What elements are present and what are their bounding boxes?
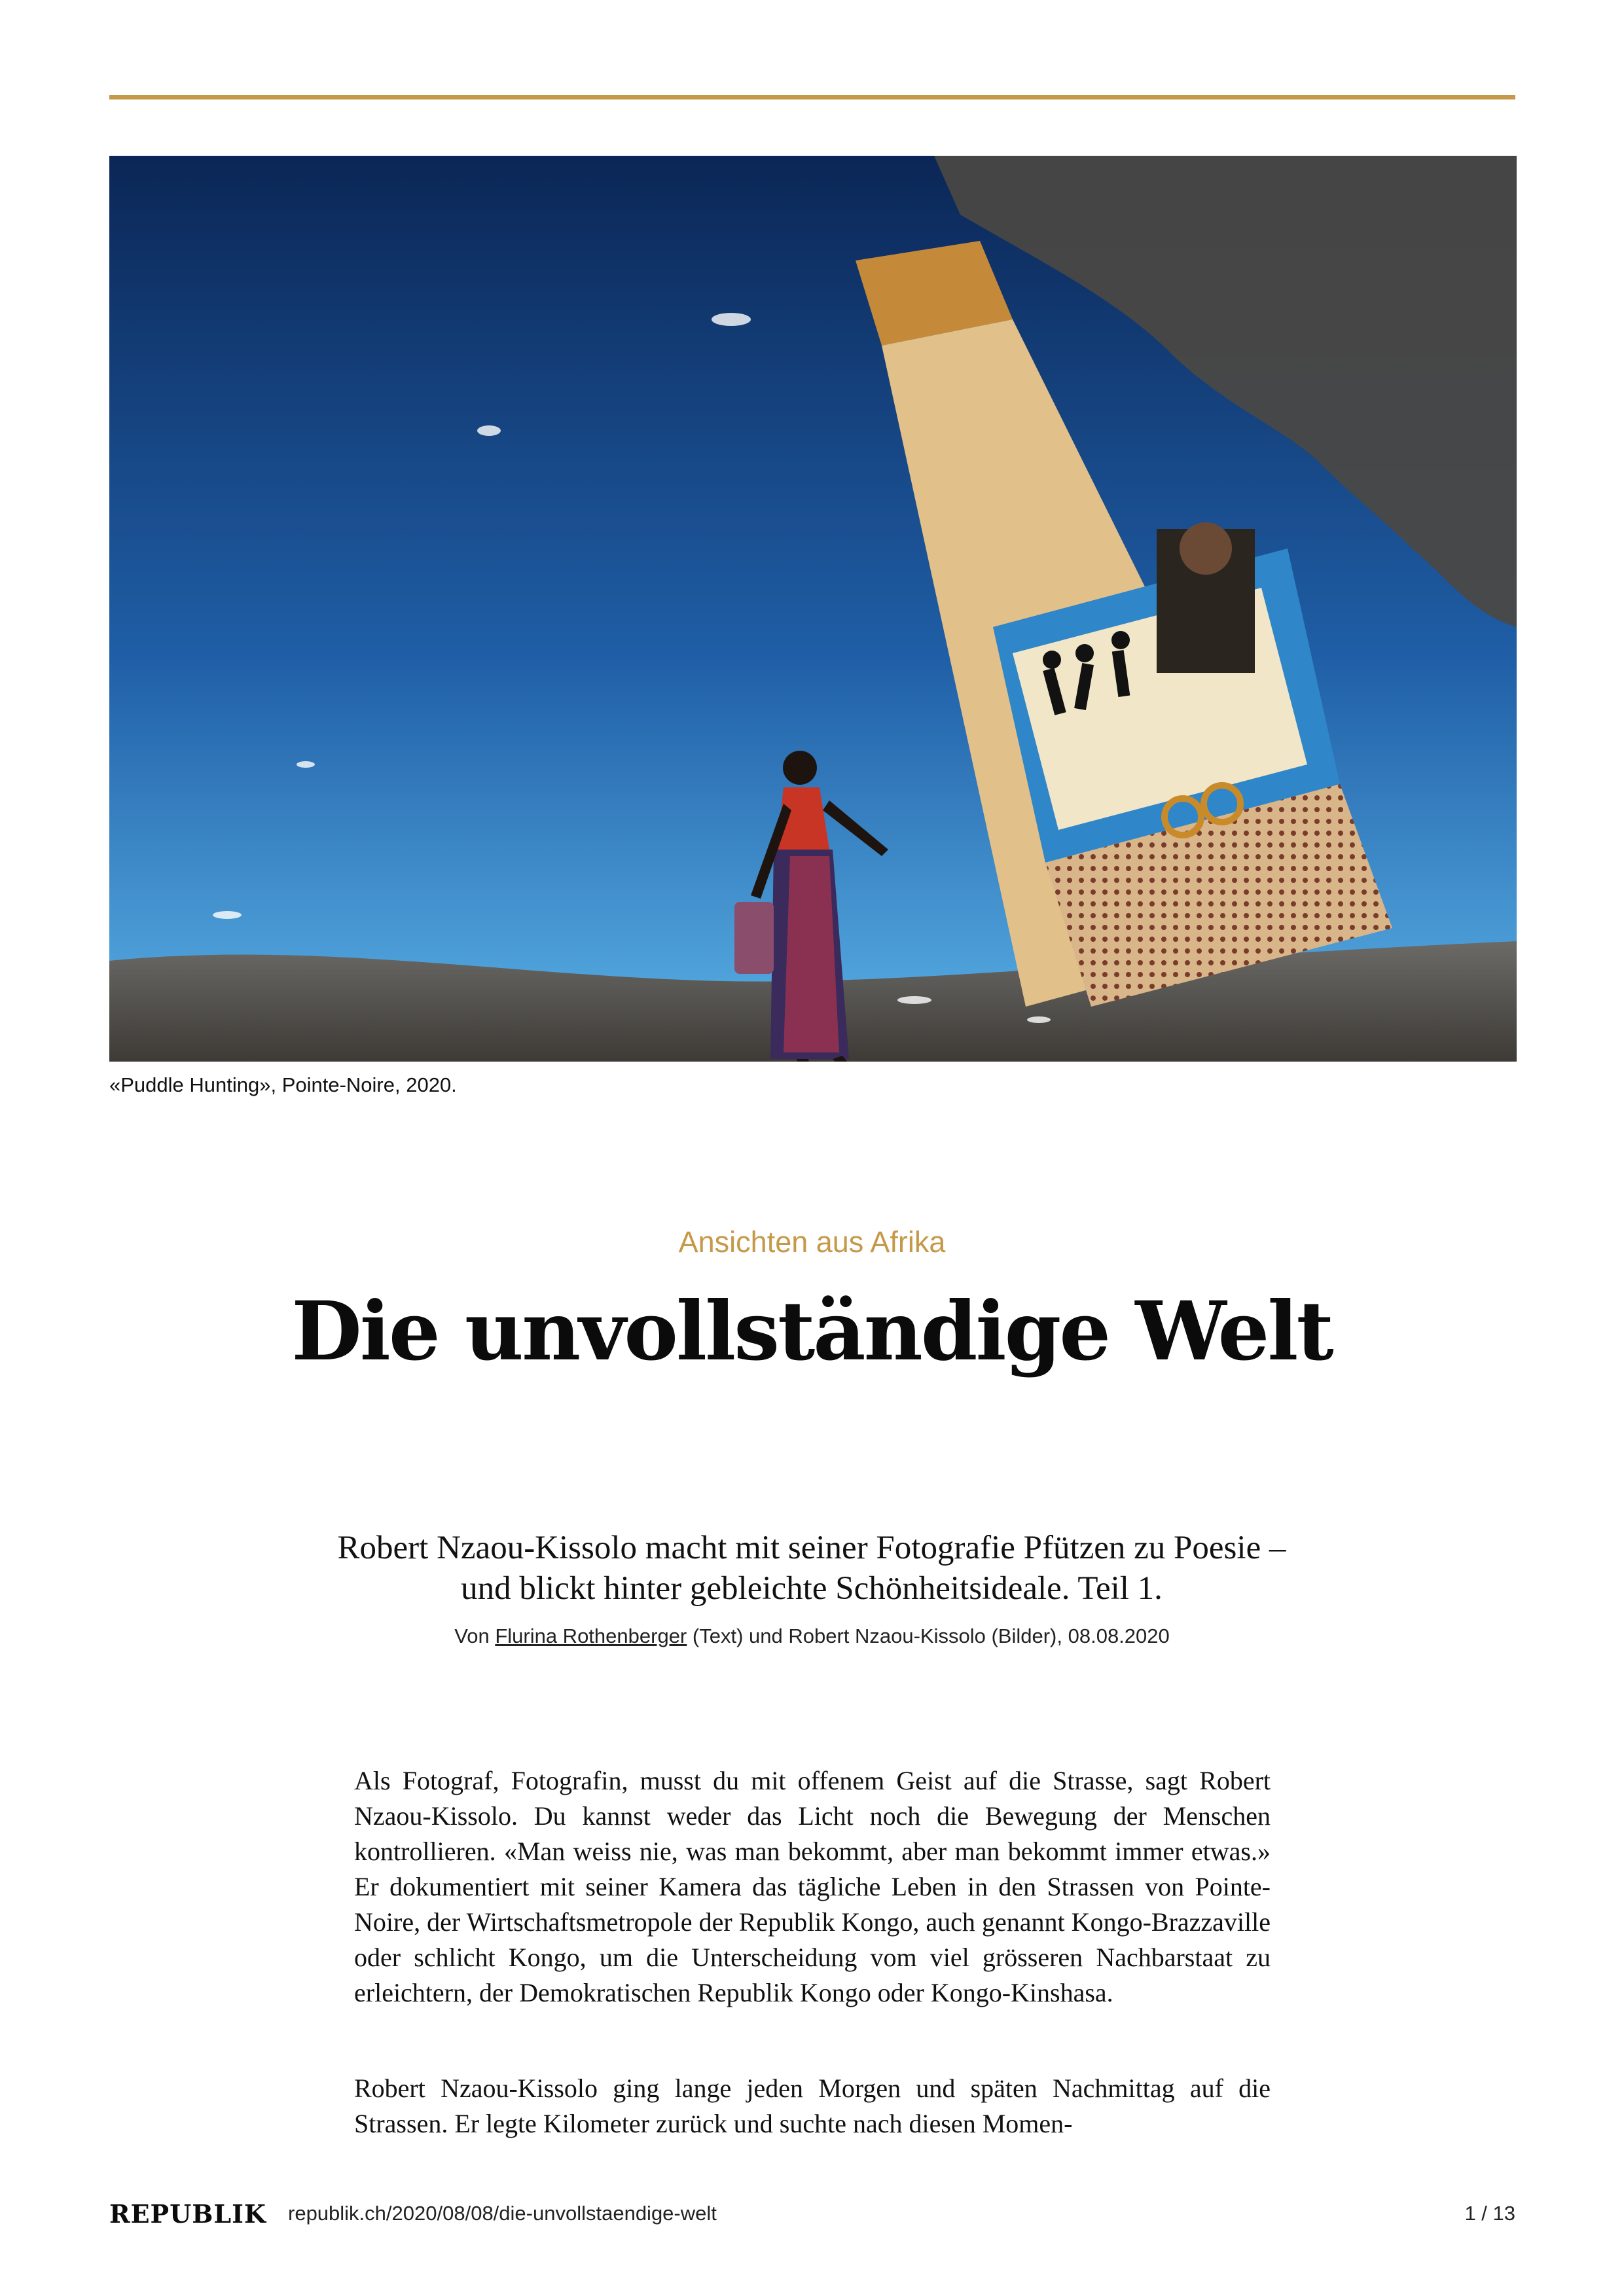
- body-paragraph-1: Als Fotograf, Fotografin, musst du mit offenem Geist auf die Strasse, sagt Robert Nzaou-Kissolo. Du kannst weder das Licht noch die Bewegung der Menschen kontrollieren. «Man weiss nie, was man bekommt, aber man bekommt immer etwas.» Er dokumentiert mit seiner Kamera das tägliche Leben in den Strassen von Pointe-Noire, der Wirtschaftsmetropole der Republik Kongo, auch genannt Kongo-Brazzaville oder schlicht Kongo, um die Unterscheidung vom viel grösseren Nachbarstaat zu erleichtern, der Demokratischen Republik Kongo oder Kongo-Kinshasa.: [354, 1766, 1271, 2007]
- byline-author-link[interactable]: Flurina Rothenberger: [495, 1624, 687, 1647]
- republik-logo[interactable]: REPUBLIK: [109, 2199, 266, 2229]
- article-kicker[interactable]: Ansichten aus Afrika: [678, 1225, 946, 1259]
- hero-photo: [109, 156, 1517, 1062]
- byline-rest: (Text) und Robert Nzaou-Kissolo (Bilder), 08.08.2020: [692, 1624, 1170, 1647]
- photo-caption: «Puddle Hunting», Pointe-Noire, 2020.: [109, 1073, 457, 1096]
- footer-url[interactable]: republik.ch/2020/08/08/die-unvollstaendige-welt: [288, 2202, 717, 2225]
- page-number: 1 / 13: [1464, 2202, 1515, 2225]
- article-title: Die unvollständige Welt: [291, 1284, 1332, 1379]
- top-accent-rule: [109, 95, 1515, 99]
- puddle-reflection-illustration: [109, 156, 1517, 1062]
- byline-prefix: Von: [454, 1624, 490, 1647]
- article-lead: Robert Nzaou-Kissolo macht mit seiner Fotografie Pfützen zu Poesie – und blickt hinter gebleichte Schönheitsideale. Teil 1.: [337, 1530, 1286, 1607]
- body-paragraph-2: Robert Nzaou-Kissolo ging lange jeden Morgen und späten Nachmittag auf die Strassen. Er legte Kilometer zurück und suchte nach diesen Momen-: [354, 2073, 1271, 2138]
- article-byline: [0, 1624, 1624, 1648]
